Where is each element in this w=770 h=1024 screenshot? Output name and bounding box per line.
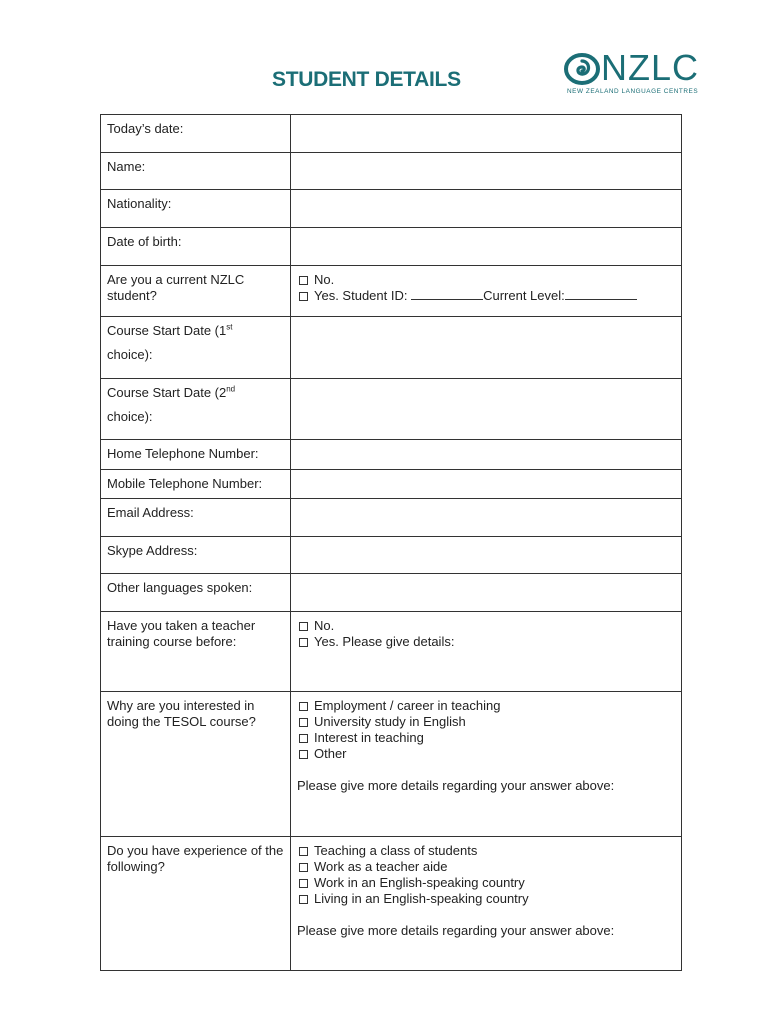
start-date-2-field[interactable] (291, 379, 682, 440)
checkbox-icon (299, 863, 308, 872)
exp-details-prompt: Please give more details regarding your answer above: (297, 923, 615, 938)
skype-field[interactable] (291, 537, 682, 574)
checkbox-icon (299, 702, 308, 711)
nzlc-logo (564, 47, 714, 98)
teacher-training-yes-label: Yes. Please give details: (314, 634, 455, 649)
start-date-2-prefix: Course Start Date (2 (107, 385, 227, 400)
teacher-training-no-option[interactable] (297, 618, 675, 634)
todays-date-label: Today’s date: (101, 115, 291, 153)
dob-field[interactable] (291, 228, 682, 266)
checkbox-icon (299, 292, 308, 301)
email-label: Email Address: (101, 499, 291, 537)
nationality-label: Nationality: (101, 190, 291, 228)
why-option-label: University study in English (314, 714, 466, 729)
mobile-phone-field[interactable] (291, 470, 682, 499)
start-date-1-field[interactable] (291, 317, 682, 379)
checkbox-icon (299, 734, 308, 743)
start-date-1-label (101, 317, 291, 379)
exp-option-label: Work in an English-speaking country (314, 875, 525, 890)
exp-option-aide[interactable] (297, 859, 675, 875)
checkbox-icon (299, 638, 308, 647)
todays-date-field[interactable] (291, 115, 682, 153)
dob-label: Date of birth: (101, 228, 291, 266)
exp-option-label: Teaching a class of students (314, 843, 478, 858)
why-option-label: Other (314, 746, 347, 761)
why-option-label: Employment / career in teaching (314, 698, 501, 713)
why-option-employment[interactable] (297, 698, 675, 714)
checkbox-icon (299, 879, 308, 888)
exp-option-teaching[interactable] (297, 843, 675, 859)
experience-label: Do you have experience of the following? (101, 837, 291, 971)
experience-field (291, 837, 682, 971)
checkbox-icon (299, 718, 308, 727)
checkbox-icon (299, 895, 308, 904)
checkbox-icon (299, 750, 308, 759)
exp-option-work-abroad[interactable] (297, 875, 675, 891)
mobile-phone-label: Mobile Telephone Number: (101, 470, 291, 499)
home-phone-label: Home Telephone Number: (101, 440, 291, 470)
start-date-2-suffix: choice): (107, 409, 153, 424)
logo-wordmark: NZLC (601, 47, 700, 88)
swirl-logo-icon (564, 52, 600, 86)
logo-subtitle: NEW ZEALAND LANGUAGE CENTRES (567, 88, 699, 95)
start-date-1-suffix: choice): (107, 347, 153, 362)
current-level-blank[interactable] (565, 288, 637, 300)
current-level-label: Current Level: (483, 288, 565, 303)
current-student-field (291, 266, 682, 317)
why-option-interest[interactable] (297, 730, 675, 746)
languages-field[interactable] (291, 574, 682, 612)
current-student-label: Are you a current NZLC student? (101, 266, 291, 317)
student-id-blank[interactable] (411, 288, 483, 300)
exp-option-label: Living in an English-speaking country (314, 891, 529, 906)
page-title: STUDENT DETAILS (272, 68, 461, 91)
why-tesol-label: Why are you interested in doing the TESOL course? (101, 692, 291, 837)
checkbox-icon (299, 276, 308, 285)
why-tesol-field (291, 692, 682, 837)
current-student-yes-option[interactable] (297, 288, 675, 304)
teacher-training-no-label: No. (314, 618, 335, 633)
checkbox-icon (299, 847, 308, 856)
start-date-2-sup: nd (226, 384, 236, 394)
name-field[interactable] (291, 153, 682, 190)
teacher-training-field (291, 612, 682, 692)
start-date-1-prefix: Course Start Date (1 (107, 323, 227, 338)
current-student-yes-label: Yes. Student ID: (314, 288, 412, 303)
why-option-other[interactable] (297, 746, 675, 762)
skype-label: Skype Address: (101, 537, 291, 574)
start-date-2-label (101, 379, 291, 440)
teacher-training-label: Have you taken a teacher training course before: (101, 612, 291, 692)
start-date-1-sup: st (226, 322, 233, 332)
email-field[interactable] (291, 499, 682, 537)
why-option-university[interactable] (297, 714, 675, 730)
nationality-field[interactable] (291, 190, 682, 228)
languages-label: Other languages spoken: (101, 574, 291, 612)
why-details-prompt: Please give more details regarding your answer above: (297, 778, 615, 793)
current-student-no-option[interactable] (297, 272, 675, 288)
exp-option-living-abroad[interactable] (297, 891, 675, 907)
exp-option-label: Work as a teacher aide (314, 859, 448, 874)
checkbox-icon (299, 622, 308, 631)
student-details-form (100, 114, 682, 971)
name-label: Name: (101, 153, 291, 190)
current-student-no-label: No. (314, 272, 335, 287)
why-option-label: Interest in teaching (314, 730, 424, 745)
teacher-training-yes-option[interactable] (297, 634, 675, 650)
home-phone-field[interactable] (291, 440, 682, 470)
